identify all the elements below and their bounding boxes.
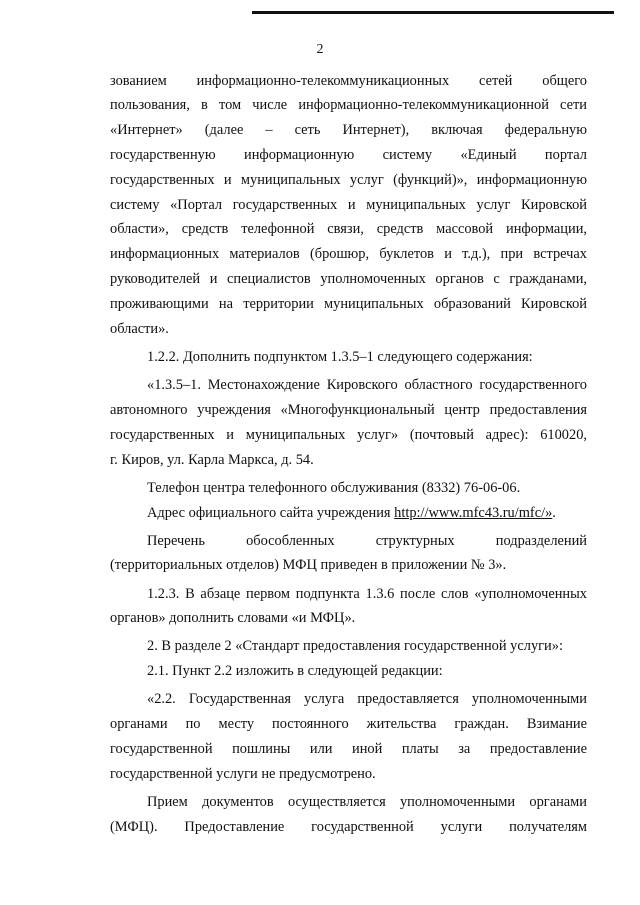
text-line <box>147 637 587 655</box>
text-line <box>110 609 587 627</box>
text-line-content: информационных материалов (брошюр, буклетов и т.д.), при встречах <box>110 246 587 262</box>
text-line <box>147 348 587 366</box>
text-line <box>110 818 587 836</box>
text-line-content: автономного учреждения «Многофункциональный центр предоставления <box>110 402 587 418</box>
text-line <box>110 171 587 189</box>
text-line-content: государственных и муниципальных услуг» (почтовый адрес): 610020, <box>110 427 587 443</box>
text-line <box>147 690 587 708</box>
text-line-content: «1.3.5–1. Местонахождение Кировского областного государственного <box>147 377 587 393</box>
text-line-content: проживающими на территории муниципальных образований Кировской <box>110 296 587 312</box>
text-line <box>110 426 587 444</box>
text-line <box>110 556 587 574</box>
text-line <box>110 270 587 288</box>
text-line <box>110 196 587 214</box>
text-line <box>110 765 587 783</box>
text-line-content: «2.2. Государственная услуга предоставляется уполномоченными <box>147 691 587 707</box>
text-line-content: государственных и муниципальных услуг (функций)», информационную <box>110 172 587 188</box>
text-line-content: 1.2.2. Дополнить подпунктом 1.3.5–1 следующего содержания: <box>147 349 533 365</box>
text-line <box>147 793 587 811</box>
text-line <box>110 72 587 90</box>
text-line-content: руководителей и специалистов уполномоченных органов с гражданами, <box>110 271 587 287</box>
website-link[interactable]: http://www.mfc43.ru/mfc/» <box>394 505 553 521</box>
text-line-content: систему «Портал государственных и муниципальных услуг Кировской <box>110 197 587 213</box>
text-line <box>110 146 587 164</box>
text-line-content: области», средств телефонной связи, средств массовой информации, <box>110 221 587 237</box>
text-line-content: государственную информационную систему «Единый портал <box>110 147 587 163</box>
text-line <box>110 451 587 469</box>
text-line <box>147 504 587 522</box>
text-line <box>147 479 587 497</box>
text-line-content: (МФЦ). Предоставление государственной услуги получателям <box>110 819 587 835</box>
text-line <box>110 401 587 419</box>
text-line-content: «Интернет» (далее – сеть Интернет), включая федеральную <box>110 122 587 138</box>
text-line-content: (территориальных отделов) МФЦ приведен в приложении № 3». <box>110 557 507 573</box>
text-line-content: Прием документов осуществляется уполномоченными органами <box>147 794 587 810</box>
text-line-content: зованием информационно-телекоммуникационных сетей общего <box>110 73 587 89</box>
page-number: 2 <box>316 42 324 57</box>
text-line-content: пользования, в том числе информационно-телекоммуникационной сети <box>110 97 587 113</box>
text-line-content: области». <box>110 321 169 337</box>
text-line-content: Перечень обособленных структурных подразделений <box>147 533 587 549</box>
text-line-content: 2. В разделе 2 «Стандарт предоставления государственной услуги»: <box>147 638 563 654</box>
text-line <box>110 245 587 263</box>
header-rule <box>252 11 614 14</box>
text-line-content: государственной пошлины или иной платы за предоставление <box>110 741 587 757</box>
text-line-content: 2.1. Пункт 2.2 изложить в следующей редакции: <box>147 663 443 679</box>
text-line <box>110 320 587 338</box>
text-line <box>147 662 587 680</box>
text-line <box>147 376 587 394</box>
text-line-content: Адрес официального сайта учреждения <box>147 505 395 521</box>
text-line <box>147 532 587 550</box>
text-line <box>110 295 587 313</box>
text-line-content: органами по месту постоянного жительства граждан. Взимание <box>110 716 587 732</box>
text-line-content: г. Киров, ул. Карла Маркса, д. 54. <box>110 452 314 468</box>
text-line-content: государственной услуги не предусмотрено. <box>110 766 376 782</box>
text-line <box>147 585 587 603</box>
text-line <box>110 740 587 758</box>
text-line <box>110 220 587 238</box>
text-line-suffix: . <box>552 505 556 521</box>
text-line <box>110 96 587 114</box>
text-line-content: 1.2.3. В абзаце первом подпункта 1.3.6 после слов «уполномоченных <box>147 586 587 602</box>
text-line <box>110 715 587 733</box>
text-line-content: органов» дополнить словами «и МФЦ». <box>110 610 356 626</box>
text-line <box>110 121 587 139</box>
text-line-content: Телефон центра телефонного обслуживания (8332) 76-06-06. <box>147 480 521 496</box>
